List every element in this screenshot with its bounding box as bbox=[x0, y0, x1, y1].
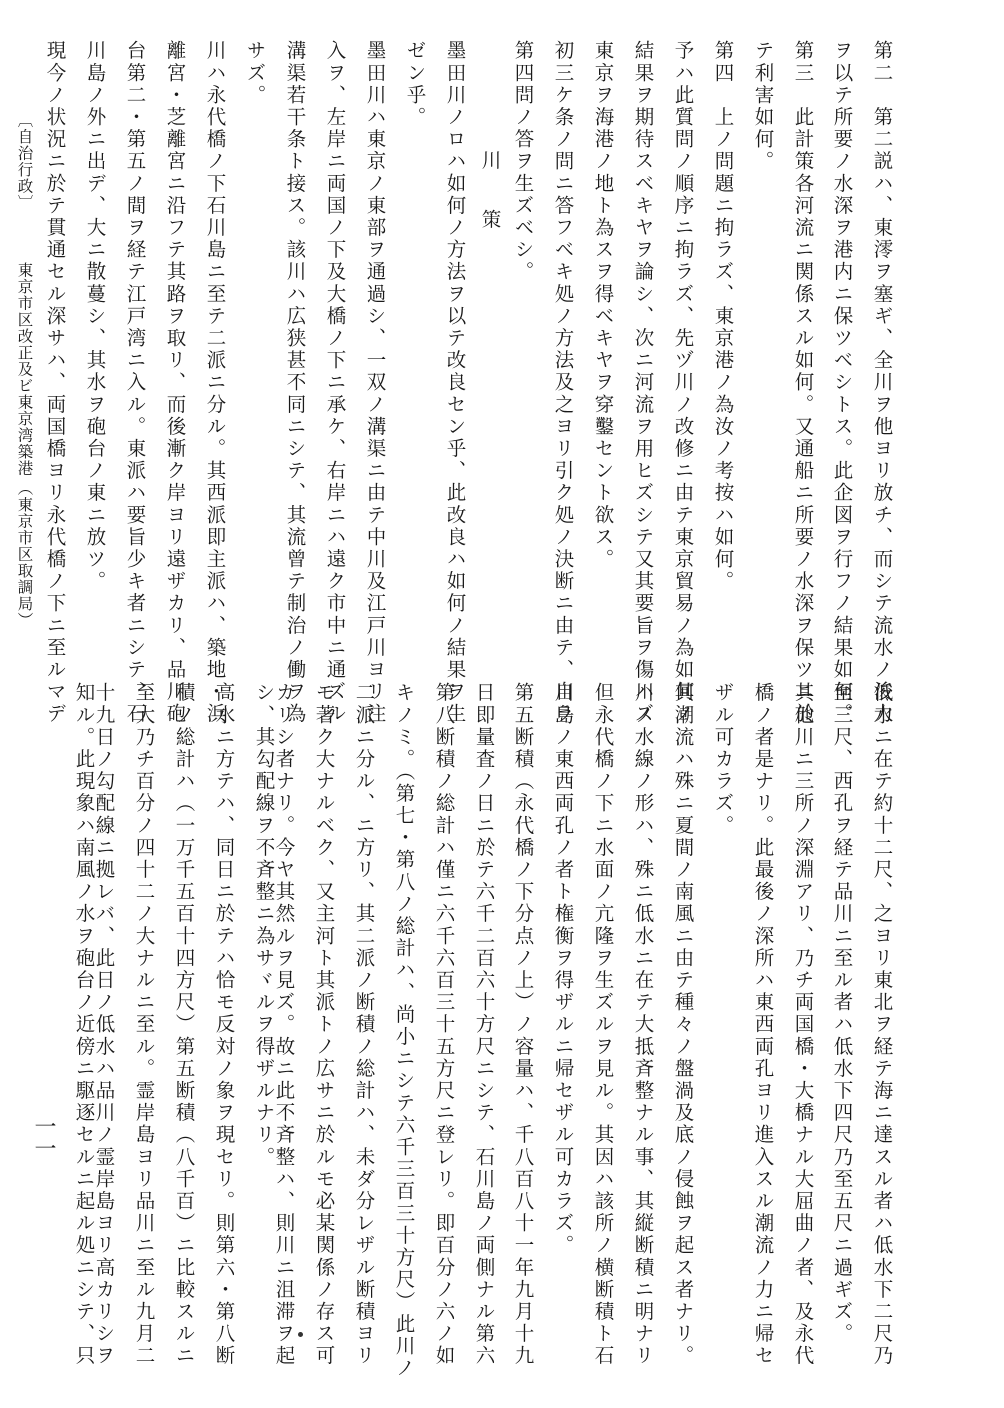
text-column: キノミ。（第七・第八ノ総計ハ、尚小ニシテ六千三百三十方尺）此川ノ bbox=[392, 682, 416, 1380]
text-column: 第八断積ノ総計ハ僅ニ六千六百三十五方尺ニ登レリ。即百分ノ六ノ如 bbox=[432, 682, 456, 1368]
text-column: 台第二・第五ノ間ヲ経テ江戸湾ニ入ル。東派ハ要旨少キ者ニシテ、石 bbox=[123, 40, 147, 726]
text-column: カリシ者ナリ。今ヤ其然ルヲ見ズ。故ニ此不斉整ハ、則川ニ沮滞ヲ起 bbox=[272, 682, 296, 1368]
series-label: 〔自治行政〕 bbox=[15, 112, 34, 211]
text-column: 初三ケ条ノ問ニ答フベキ処ノ方法及之ヨリ引ク処ノ決断ニ由テ、自ラ bbox=[551, 40, 575, 726]
text-column: 予ハ此質問ノ順序ニ拘ラズ、先ヅ川ノ改修ニ由テ東京貿易ノ為如何ノ bbox=[671, 40, 695, 726]
text-column: 其他川ニ三所ノ深淵アリ、乃チ両国橋・大橋ナル大屈曲ノ者、及永代 bbox=[791, 682, 815, 1368]
text-column: 日即量査ノ日ニ於テ六千二百六十方尺ニシテ、石川島ノ両側ナル第六 bbox=[472, 682, 496, 1368]
text-column: 至三尺、西孔ヲ経テ品川ニ至ル者ハ低水下四尺乃至五尺ニ過ギズ。 bbox=[830, 682, 854, 1345]
text-column: 溝渠若干条ト接ス。該川ハ広狭甚不同ニシテ、其流曾テ制治ノ働ヲ為 bbox=[283, 40, 307, 726]
text-column: 至大乃チ百分ノ四十二ノ大ナルニ至ル。霊岸島ヨリ品川ニ至ル九月二 bbox=[132, 682, 156, 1368]
page-number: 一一 bbox=[31, 1115, 56, 1159]
text-column: 其潮流ハ殊ニ夏間ノ南風ニ由テ種々ノ盤渦及底ノ侵蝕ヲ起ス者ナリ。 bbox=[671, 682, 695, 1368]
text-column: 川島ノ東西両孔ノ者ト権衡ヲ得ザルニ帰セザル可カラズ。 bbox=[551, 682, 575, 1257]
text-column: 離宮・芝離宮ニ沿フテ其路ヲ取リ、而後漸ク岸ヨリ遠ザカリ、品川砲 bbox=[163, 40, 187, 726]
text-column: 川島ノ外ニ出デ、大ニ散蔓シ、其水ヲ砲台ノ東ニ放ツ。 bbox=[83, 40, 107, 593]
text-column: 第三 此計策各河流ニ関係スル如何。又通船ニ所要ノ水深ヲ保ツニ於 bbox=[791, 40, 815, 726]
text-column: モ著ク大ナルベク、又主河ト其派トノ広サニ於ルモ必某関係ノ存ス可 bbox=[312, 682, 336, 1368]
text-column: ザル可カラズ。 bbox=[711, 682, 735, 837]
text-column: シ、其勾配線ヲ不斉整ニ為サヾルヲ得ザルナリ。 bbox=[252, 682, 276, 1169]
section-heading: 川 策 bbox=[478, 150, 502, 239]
text-column: テ利害如何。 bbox=[751, 40, 775, 173]
text-column: 知ル。此現象ハ南風ノ水ヲ砲台ノ近傍ニ駆逐セルニ起ル処ニシテ、只 bbox=[72, 682, 96, 1368]
document-title: 東京市区改正及ビ東京湾築港 bbox=[15, 262, 34, 477]
document-source: （東京市区取調局） bbox=[15, 480, 34, 629]
text-column: 低水ニ在テ約十二尺、之ヨリ東北ヲ経テ海ニ達スル者ハ低水下二尺乃 bbox=[870, 682, 894, 1368]
text-column: 川ハ永代橋ノ下石川島ニ至テ二派ニ分ル。其西派即主派ハ、築地・浜 bbox=[203, 40, 227, 726]
text-column: 川ノ水線ノ形ハ、殊ニ低水ニ在テ大抵斉整ナル事、其縦断積ニ明ナリ bbox=[631, 682, 655, 1368]
text-column: 橋ノ者是ナリ。此最後ノ深所ハ東西両孔ヨリ進入スル潮流ノ力ニ帰セ bbox=[751, 682, 775, 1368]
text-column: 高水ニ方テハ、同日ニ於テハ恰モ反対ノ象ヲ現セリ。則第六・第八断 bbox=[212, 682, 236, 1368]
text-column: 結果ヲ期待スベキヤヲ論シ、次ニ河流ヲ用ヒズシテ又其要旨ヲ傷ハズ bbox=[631, 40, 655, 726]
text-column: 但永代橋ノ下ニ水面ノ亢隆ヲ生ズルヲ見ル。其因ハ該所ノ横断積ト石 bbox=[591, 682, 615, 1368]
text-column: 十九日ノ勾配線ニ拠レバ、此日ノ低水ハ品川ノ霊岸島ヨリ高カリシヲ bbox=[92, 682, 116, 1368]
ink-speck bbox=[298, 1332, 303, 1337]
text-column: 現今ノ状況ニ於テ貫通セル深サハ、両国橋ヨリ永代橋ノ下ニ至ルマデ bbox=[43, 40, 67, 726]
text-column: 墨田川ノロハ如何ノ方法ヲ以テ改良セン乎、此改良ハ如何ノ結果ヲ生 bbox=[443, 40, 467, 726]
text-column: 積ノ総計ハ（一万千五百十四方尺）第五断積（八千百）ニ比較スルニ bbox=[172, 682, 196, 1368]
text-column: 第二 第二説ハ、東澪ヲ塞ギ、全川ヲ他ヨリ放チ、而シテ流水ノ浚力 bbox=[870, 40, 894, 726]
text-column: 二派ニ分ル、ニ方リ、其二派ノ断積ノ総計ハ、未ダ分レザル断積ヨリ bbox=[352, 682, 376, 1368]
text-column: 第四問ノ答ヲ生ズベシ。 bbox=[511, 40, 535, 284]
text-column: 入ヲ、左岸ニ両国ノ下及大橋ノ下ニ承ケ、右岸ニハ遠ク市中ニ通ズル bbox=[323, 40, 347, 726]
text-column: 第四 上ノ問題ニ拘ラズ、東京港ノ為汝ノ考按ハ如何。 bbox=[711, 40, 735, 593]
text-column: 第五断積（永代橋ノ下分点ノ上）ノ容量ハ、千八百八十一年九月十九 bbox=[511, 682, 535, 1368]
text-column: ヲ以テ所要ノ水深ヲ港内ニ保ツベシトス。此企図ヲ行フノ結果如何。 bbox=[830, 40, 854, 726]
text-column: 墨田川ハ東京ノ東部ヲ通過シ、一双ノ溝渠ニ由テ中川及江戸川ヨリ注 bbox=[363, 40, 387, 726]
text-column: 東京ヲ海港ノ地ト為スヲ得ベキヤヲ穿鑿セント欲ス。 bbox=[591, 40, 615, 571]
text-column: ゼン乎。 bbox=[403, 40, 427, 129]
text-column: サズ。 bbox=[243, 40, 267, 107]
